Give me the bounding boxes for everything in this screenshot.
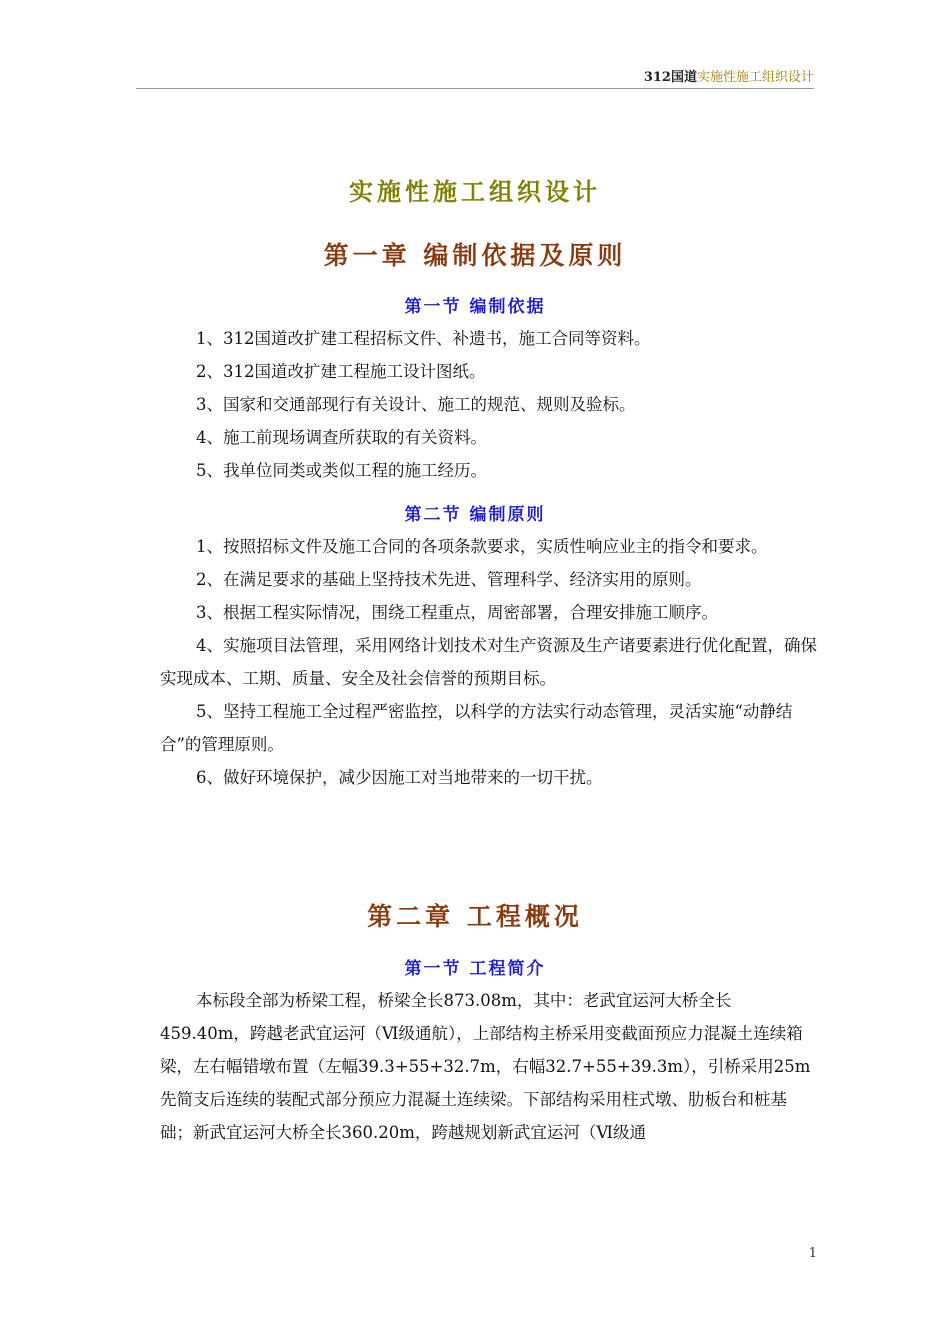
- chapter2-title: 第二章 工程概况: [367, 902, 583, 931]
- doc-title: 实施性施工组织设计: [349, 177, 601, 206]
- list-item: 6、做好环境保护，减少因施工对当地带来的一切干扰。: [196, 768, 603, 787]
- page-header: [644, 66, 814, 85]
- header-road: 312国道: [643, 70, 697, 85]
- ch2-sec1-title: 第一节 工程简介: [404, 959, 546, 979]
- list-item: 2、在满足要求的基础上坚持技术先进、管理科学、经济实用的原则。: [196, 570, 702, 589]
- ch2-sec1-body: 本标段全部为桥梁工程，桥梁全长873.08m，其中：老武宜运河大桥全长459.40m，跨越老武宜运河（Ⅵ级通航），上部结构主桥采用变截面预应力混凝土连续箱梁，左右幅错墩布置（左幅39.3+55+32.7m，右幅32.7+55+39.3m），引桥采用25m先简支后连续的装配式部分预应力混凝土连续梁。下部结构采用柱式墩、肋板台和桩基础；新武宜运河大桥全长360.20m，跨越规划新武宜运河（Ⅵ级通: [160, 991, 811, 1142]
- chapter1-title: 第一章 编制依据及原则: [323, 241, 627, 270]
- list-item: 4、实施项目法管理，采用网络计划技术对生产资源及生产诸要素进行优化配置，确保实现成本、工期、质量、安全及社会信誉的预期目标。: [160, 636, 817, 688]
- list-item: 5、我单位同类或类似工程的施工经历。: [196, 461, 487, 480]
- list-item: 1、按照招标文件及施工合同的各项条款要求，实质性响应业主的指令和要求。: [196, 537, 768, 556]
- list-item: 4、施工前现场调查所获取的有关资料。: [196, 428, 487, 447]
- list-item: 3、国家和交通部现行有关设计、施工的规范、规则及验标。: [196, 395, 636, 414]
- header-doc: 实施性施工组织设计: [696, 70, 814, 85]
- list-item: 5、坚持工程施工全过程严密监控，以科学的方法实行动态管理，灵活实施“动静结合”的管理原则。: [160, 702, 793, 754]
- page-number: 1: [808, 1246, 817, 1261]
- list-item: 3、根据工程实际情况，围绕工程重点，周密部署，合理安排施工顺序。: [196, 603, 718, 622]
- list-item: 1、312国道改扩建工程招标文件、补遗书，施工合同等资料。: [196, 329, 651, 348]
- ch1-sec1-title: 第一节 编制依据: [404, 297, 546, 317]
- header-rule: [136, 88, 814, 89]
- ch1-sec1-list: [160, 322, 818, 487]
- ch1-sec2-list: [160, 530, 818, 794]
- list-item: 2、312国道改扩建工程施工设计图纸。: [196, 362, 486, 381]
- ch1-sec2-title: 第二节 编制原则: [404, 505, 546, 525]
